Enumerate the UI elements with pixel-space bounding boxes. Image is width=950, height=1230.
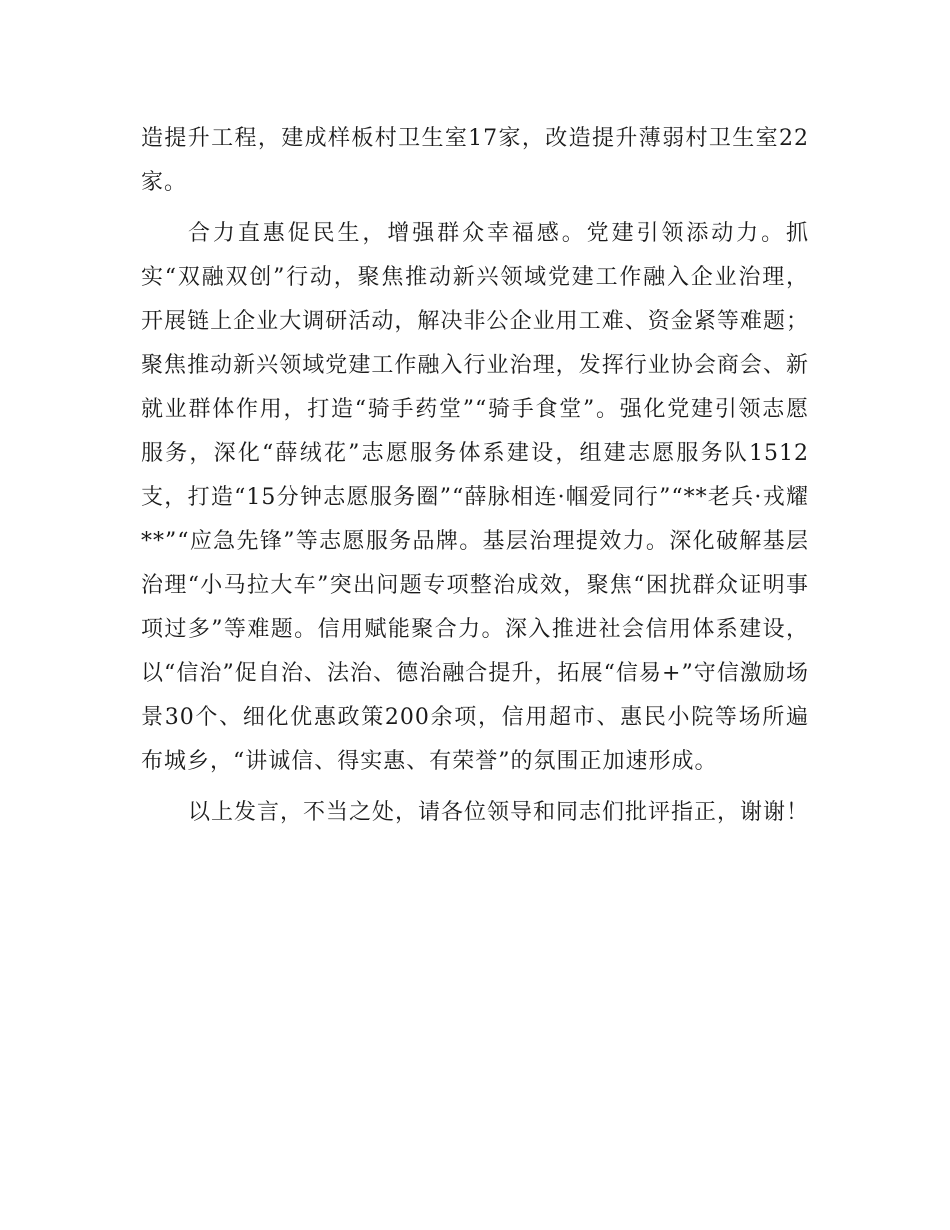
paragraph-closing: 以上发言，不当之处，请各位领导和同志们批评指正，谢谢！ <box>188 800 810 825</box>
document-body <box>141 117 809 842</box>
paragraph-continuation: 造提升工程，建成样板村卫生室17家，改造提升薄弱村卫生室22家。 <box>141 126 809 195</box>
paragraph-livelihood: 合力直惠促民生，增强群众幸福感。党建引领添动力。抓实“双融双创”行动，聚焦推动新兴领域党建工作融入企业治理，开展链上企业大调研活动，解决非公企业用工难、资金紧等难题；聚焦推动新兴领域党建工作融入行业治理，发挥行业协会商会、新就业群体作用，打造“骑手药堂”“骑手食堂”。强化党建引领志愿服务，深化“薛绒花”志愿服务体系建设，组建志愿服务队1512支，打造“15分钟志愿服务圈”“薛脉相连·帼爱同行”“**老兵·戎耀**”“应急先锋”等志愿服务品牌。基层治理提效力。深化破解基层治理“小马拉大车”突出问题专项整治成效，聚焦“困扰群众证明事项过多”等难题。信用赋能聚合力。深入推进社会信用体系建设，以“信治”促自治、法治、德治融合提升，拓展“信易+”守信激励场景30个、细化优惠政策200余项，信用超市、惠民小院等场所遍布城乡，“讲诚信、得实惠、有荣誉”的氛围正加速形成。 <box>141 221 809 774</box>
